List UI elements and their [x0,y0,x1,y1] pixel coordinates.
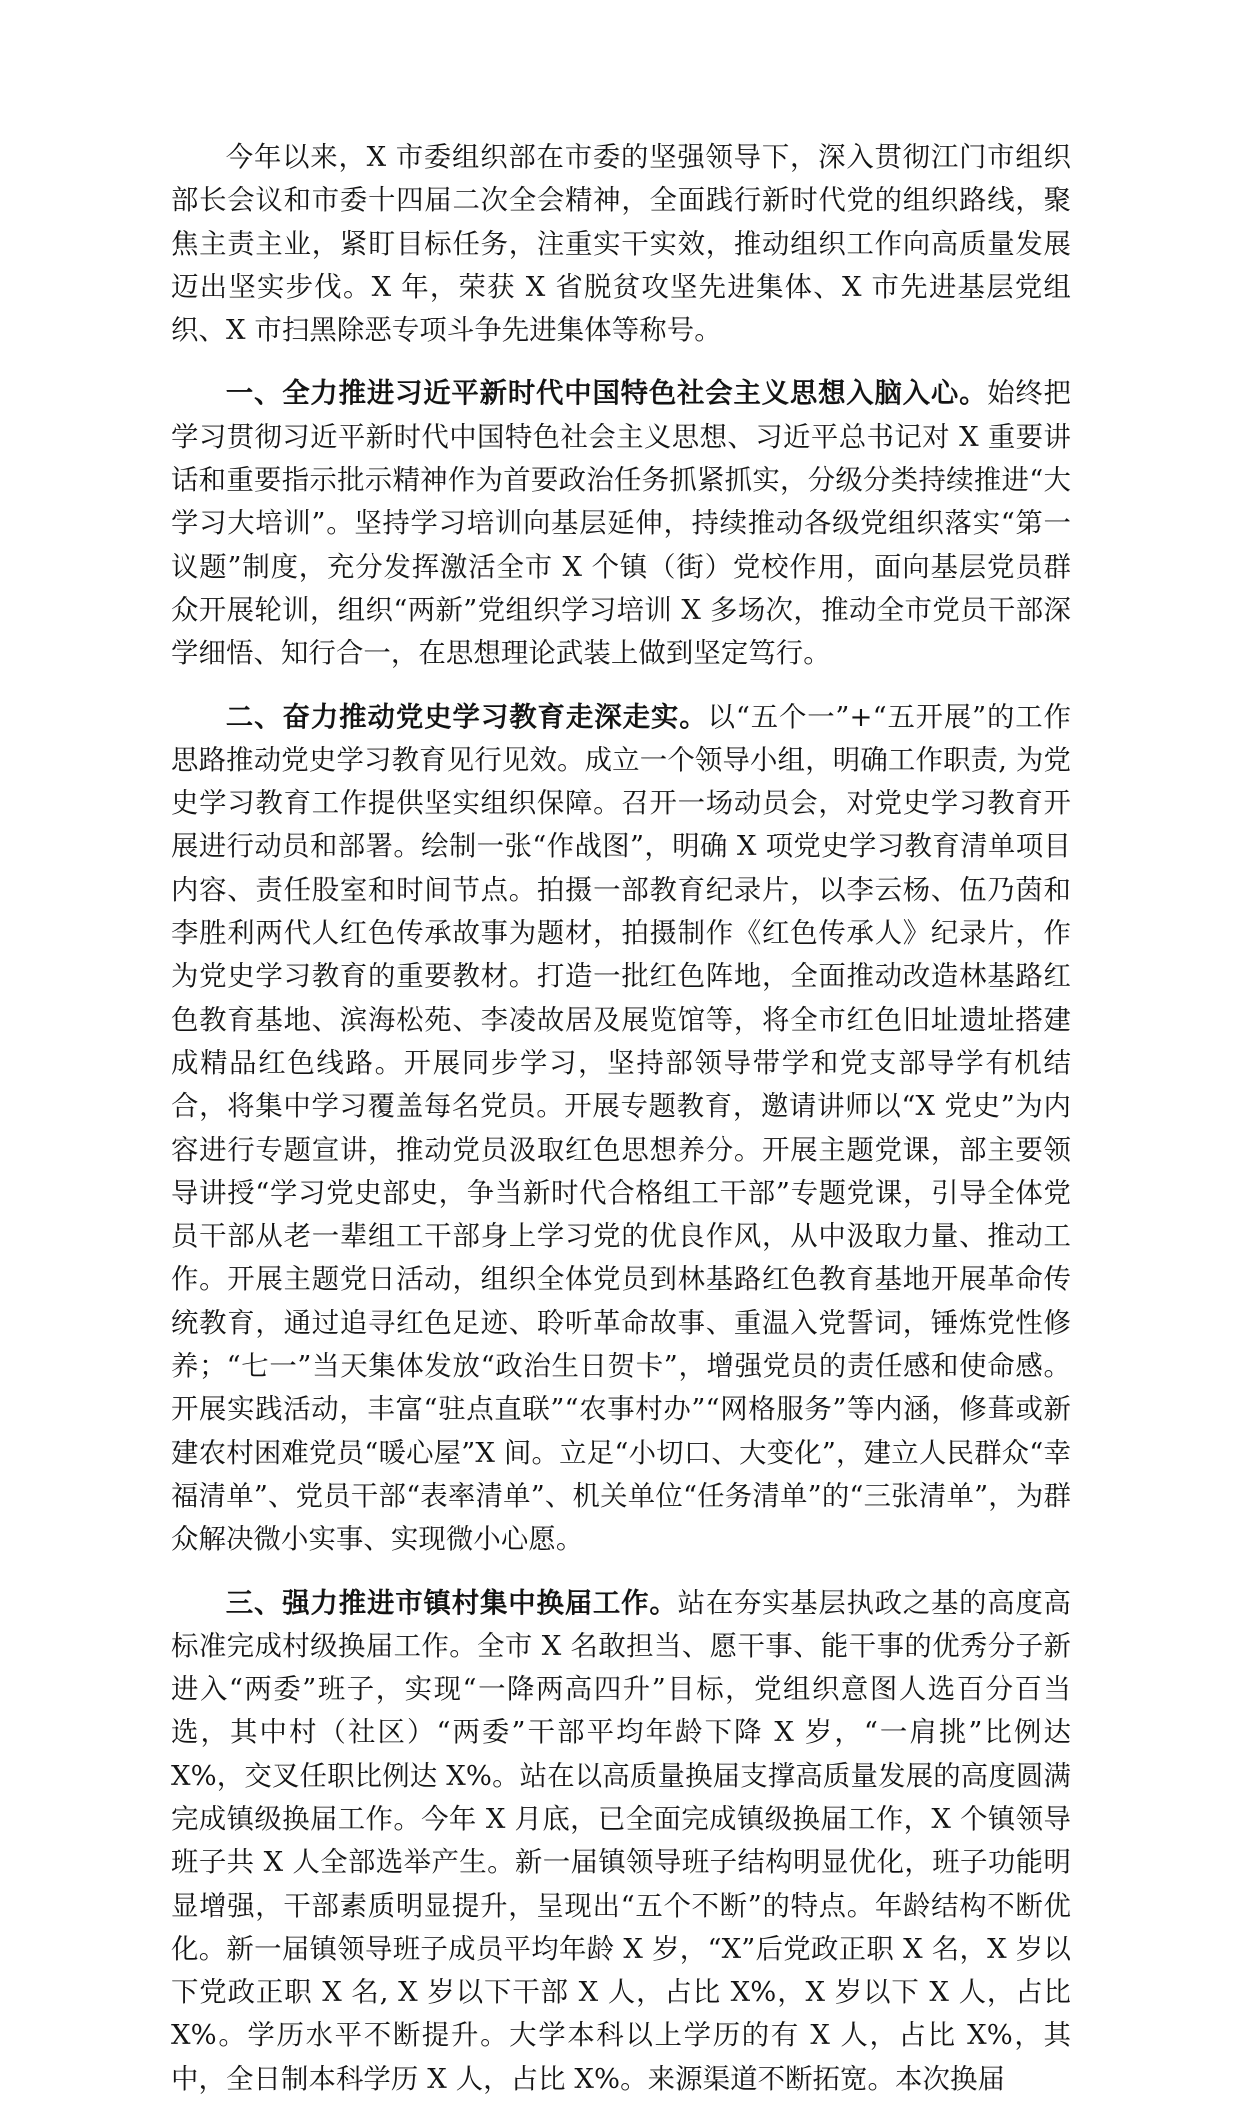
section-two-text: 以“五个一”+“五开展”的工作思路推动党史学习教育见行见效。成立一个领导小组，明确工作职责, 为党史学习教育工作提供坚实组织保障。召开一场动员会，对党史学习教育开展进行动员和部署。绘制一张“作战图”，明确 X 项党史学习教育清单项目内容、责任股室和时间节点。拍摄一部教育纪录片，以李云杨、伍乃茵和李胜利两代人红色传承故事为题材，拍摄制作《红色传承人》纪录片，作为党史学习教育的重要教材。打造一批红色阵地，全面推动改造林基路红色教育基地、滨海松苑、李凌故居及展览馆等，将全市红色旧址遗址搭建成精品红色线路。开展同步学习，坚持部领导带学和党支部导学有机结合，将集中学习覆盖每名党员。开展专题教育，邀请讲师以“X 党史”为内容进行专题宣讲，推动党员汲取红色思想养分。开展主题党课，部主要领导讲授“学习党史部史，争当新时代合格组工干部”专题党课，引导全体党员干部从老一辈组工干部身上学习党的优良作风，从中汲取力量、推动工作。开展主题党日活动，组织全体党员到林基路红色教育基地开展革命传统教育，通过追寻红色足迹、聆听革命故事、重温入党誓词，锤炼党性修养；“七一”当天集体发放“政治生日贺卡”，增强党员的责任感和使命感。开展实践活动，丰富“驻点直联”“农事村办”“网格服务”等内涵，修葺或新建农村困难党员“暖心屋”X 间。立足“小切口、大变化”，建立人民群众“幸福清单”、党员干部“表率清单”、机关单位“任务清单”的“三张清单”，为群众解决微小实事、实现微小心愿。 [171,702,1071,1556]
section-three-text: 站在夯实基层执政之基的高度高标准完成村级换届工作。全市 X 名敢担当、愿干事、能干事的优秀分子新进入“两委”班子，实现“一降两高四升”目标，党组织意图人选百分百当选，其中村（社区）“两委”干部平均年龄下降 X 岁，“一肩挑”比例达 X%，交叉任职比例达 X%。站在以高质量换届支撑高质量发展的高度圆满完成镇级换届工作。今年 X 月底，已全面完成镇级换届工作，X 个镇领导班子共 X 人全部选举产生。新一届镇领导班子结构明显优化，班子功能明显增强，干部素质明显提升，呈现出“五个不断”的特点。年龄结构不断优化。新一届镇领导班子成员平均年龄 X 岁，“X”后党政正职 X 名，X 岁以下党政正职 X 名, X 岁以下干部 X 人，占比 X%，X 岁以下 X 人，占比 X%。学历水平不断提升。大学本科以上学历的有 X 人，占比 X%，其中，全日制本科学历 X 人，占比 X%。来源渠道不断拓宽。本次换届 [171,1588,1071,2095]
section-two-heading: 二、奋力推动党史学习教育走深走实。 [226,701,708,733]
section-three-heading: 三、强力推进市镇村集中换届工作。 [226,1587,678,1619]
document-body [171,136,1071,2101]
paragraph-section-three [171,1582,1071,2101]
paragraph-intro-text: 今年以来，X 市委组织部在市委的坚强领导下，深入贯彻江门市组织部长会议和市委十四届二次全会精神，全面践行新时代党的组织路线，聚焦主责主业，紧盯目标任务，注重实干实效，推动组织工作向高质量发展迈出坚实步伐。X 年，荣获 X 省脱贫攻坚先进集体、X 市先进基层党组织、X 市扫黑除恶专项斗争先进集体等称号。 [171,142,1071,346]
paragraph-intro [171,136,1071,352]
paragraph-section-two [171,696,1071,1562]
section-one-text: 始终把学习贯彻习近平新时代中国特色社会主义思想、习近平总书记对 X 重要讲话和重要指示批示精神作为首要政治任务抓紧抓实，分级分类持续推进“大学习大培训”。坚持学习培训向基层延伸，持续推动各级党组织落实“第一议题”制度，充分发挥激活全市 X 个镇（街）党校作用，面向基层党员群众开展轮训，组织“两新”党组织学习培训 X 多场次，推动全市党员干部深学细悟、知行合一，在思想理论武装上做到坚定笃行。 [171,378,1071,669]
section-one-heading: 一、全力推进习近平新时代中国特色社会主义思想入脑入心。 [226,377,988,409]
paragraph-section-one [171,372,1071,675]
